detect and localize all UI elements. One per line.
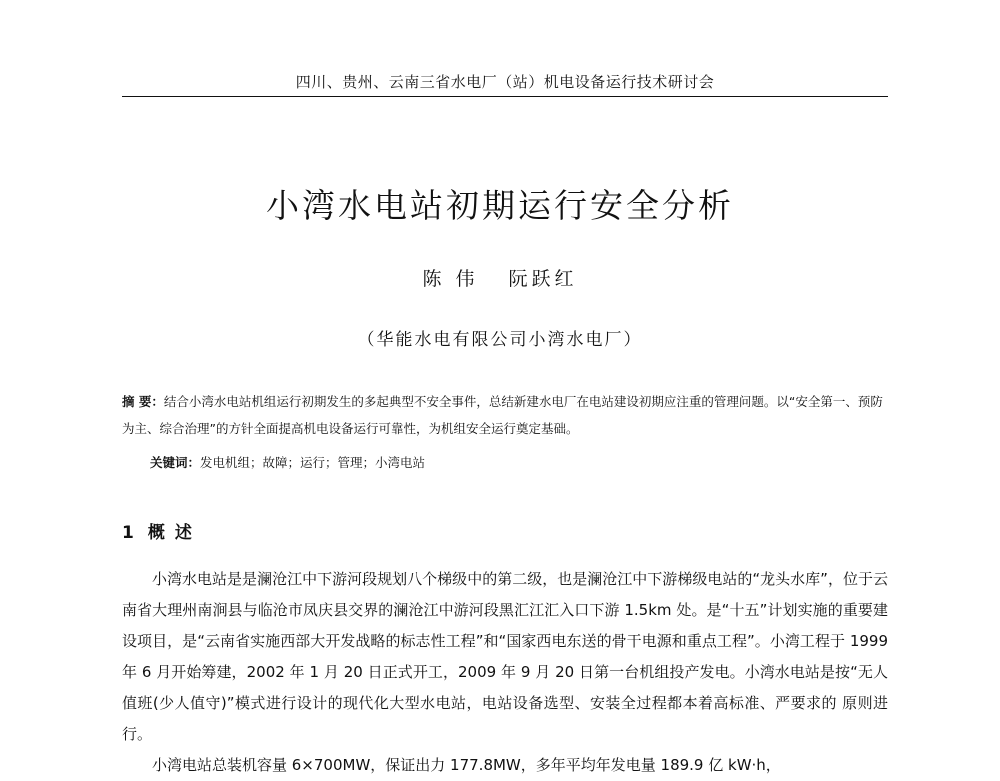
author-list <box>0 265 1000 293</box>
paragraph: 小湾电站总装机容量 6×700MW，保证出力 177.8MW，多年平均年发电量 189.9 亿 kW·h， <box>152 756 781 774</box>
abstract-text: 结合小湾水电站机组运行初期发生的多起典型不安全事件，总结新建水电厂在电站建设初期应注重的管理问题。以“安全第一、预防为主、综合治理”的方针全面提高机电设备运行可靠性，为机组安全运行奠定基础。 <box>122 394 883 436</box>
author-name: 阮跃红 <box>508 268 578 290</box>
section-title: 概述 <box>147 523 202 543</box>
section-heading <box>122 520 202 546</box>
body-text <box>122 564 888 781</box>
paragraph: 小湾水电站是是澜沧江中下游河段规划八个梯级中的第二级，也是澜沧江中下游梯级电站的“龙头水库”，位于云南省大理州南涧县与临沧市凤庆县交界的澜沧江中游河段黑汇江汇入口下游 1.5km 处。是“十五”计划实施的重要建设项目，是“云南省实施西部大开发战略的标志性工程”和“国家西电东送的骨干电源和重点工程”。小湾工程于 1999 年 6 月开始筹建，2002 年 1 月 20 日正式开工，2009 年 9 月 20 日第一台机组投产发电。小湾水电站是按“无人值班(少人值守)”模式进行设计的现代化大型水电站，电站设备选型、安装全过程都本着高标准、严要求的 原则进行。 <box>122 570 888 743</box>
author-affiliation: （华能水电有限公司小湾水电厂） <box>357 330 643 350</box>
author-name: 陈 伟 <box>422 268 479 290</box>
keywords-label: 关键词： <box>150 455 201 470</box>
keywords-text: 发电机组；故障；运行；管理；小湾电站 <box>200 455 426 470</box>
header-text: 四川、贵州、云南三省水电厂（站）机电设备运行技术研讨会 <box>295 73 715 91</box>
keywords <box>150 452 888 474</box>
running-header <box>122 70 888 97</box>
abstract-label: 摘 要： <box>122 394 164 409</box>
section-number: 1 <box>122 523 134 543</box>
abstract <box>122 388 888 442</box>
paper-title: 小湾水电站初期运行安全分析 <box>266 186 734 225</box>
